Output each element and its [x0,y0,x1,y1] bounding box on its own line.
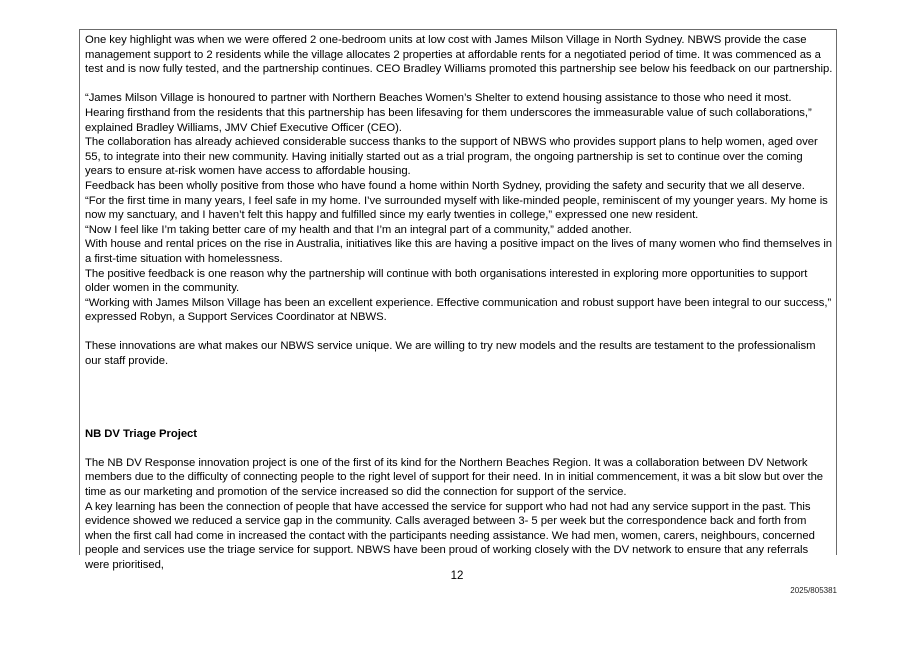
quote-paragraph: “For the first time in many years, I feel safe in my home. I’ve surrounded myself with like-minded people, reminiscent of my younger years. My home is now my sanctuary, and I haven’t felt this happy and fulfilled since my early twenties in college,” expressed one new resident. [85,194,828,222]
page-body [85,33,833,573]
paragraph-gap [85,325,833,340]
paragraph: Feedback has been wholly positive from those who have found a home within North Sydney, providing the safety and security that we all deserve. [85,179,805,192]
section-heading: NB DV Triage Project [85,427,198,440]
paragraph: One key highlight was when we were offered 2 one-bedroom units at low cost with James Milson Village in North Sydney. NBWS provide the case management support to 2 residents while the village allocates 2 properties at affordable rents for a negotiated period of time. It was commenced as a test and is now fully tested, and the partnership continues. CEO Bradley Williams promoted this partnership see below his feedback on our partnership. [85,34,833,76]
paragraph-gap [85,441,833,456]
paragraph: The positive feedback is one reason why the partnership will continue with both organisations interested in exploring more opportunities to support older women in the community. [85,267,808,295]
paragraph: The collaboration has already achieved considerable success thanks to the support of NBWS who provides support plans to help women, aged over 55, to integrate into their new community. Having initially started out as a trial program, the ongoing partnership is set to continue over the coming years to ensure at-risk women have access to affordable housing. [85,136,818,178]
quote-paragraph: “James Milson Village is honoured to partner with Northern Beaches Women’s Shelter to extend housing assistance to those who need it most. Hearing firsthand from the residents that this partnership has been lifesaving for them underscores the immeasurable value of such collaborations,” explained Bradley Williams, JMV Chief Executive Officer (CEO). [85,92,812,134]
paragraph: With house and rental prices on the rise in Australia, initiatives like this are having a positive impact on the lives of many women who find themselves in a first-time situation with homelessness. [85,238,833,265]
page-number: 12 [450,570,464,582]
paragraph-gap [85,77,833,92]
section-gap [85,369,833,427]
paragraph: A key learning has been the connection of people that have accessed the service for support who had not had any service support in the past. This evidence showed we reduced a service gap in the community. Calls averaged between 3- 5 per week but the correspondence back and forth from when the first call had come in increased the contact with the participants needing assistance. We had men, women, carers, neighbours, concerned people and services use the triage service for support. NBWS have been proud of working closely with the DV network to ensure that any referrals were prioritised, [85,500,815,571]
quote-paragraph: “Now I feel like I’m taking better care of my health and that I’m an integral part of a community,” added another. [85,223,632,236]
paragraph: The NB DV Response innovation project is one of the first of its kind for the Northern Beaches Region. It was a collaboration between DV Network members due to the difficulty of connecting people to the right level of support for their need. In in initial commencement, it was a bit slow but over the time as our marketing and promotion of the service increased so did the connection for support of the service. [85,456,824,499]
paragraph: These innovations are what makes our NBWS service unique. We are willing to try new models and the results are testament to the professionalism our staff provide. [85,340,816,368]
text-box-frame [79,29,837,571]
quote-paragraph: “Working with James Milson Village has been an excellent experience. Effective communication and robust support have been integral to our success,” expressed Robyn, a Support Services Coordinator at NBWS. [85,296,832,324]
document-reference: 2025/805381 [790,586,837,595]
